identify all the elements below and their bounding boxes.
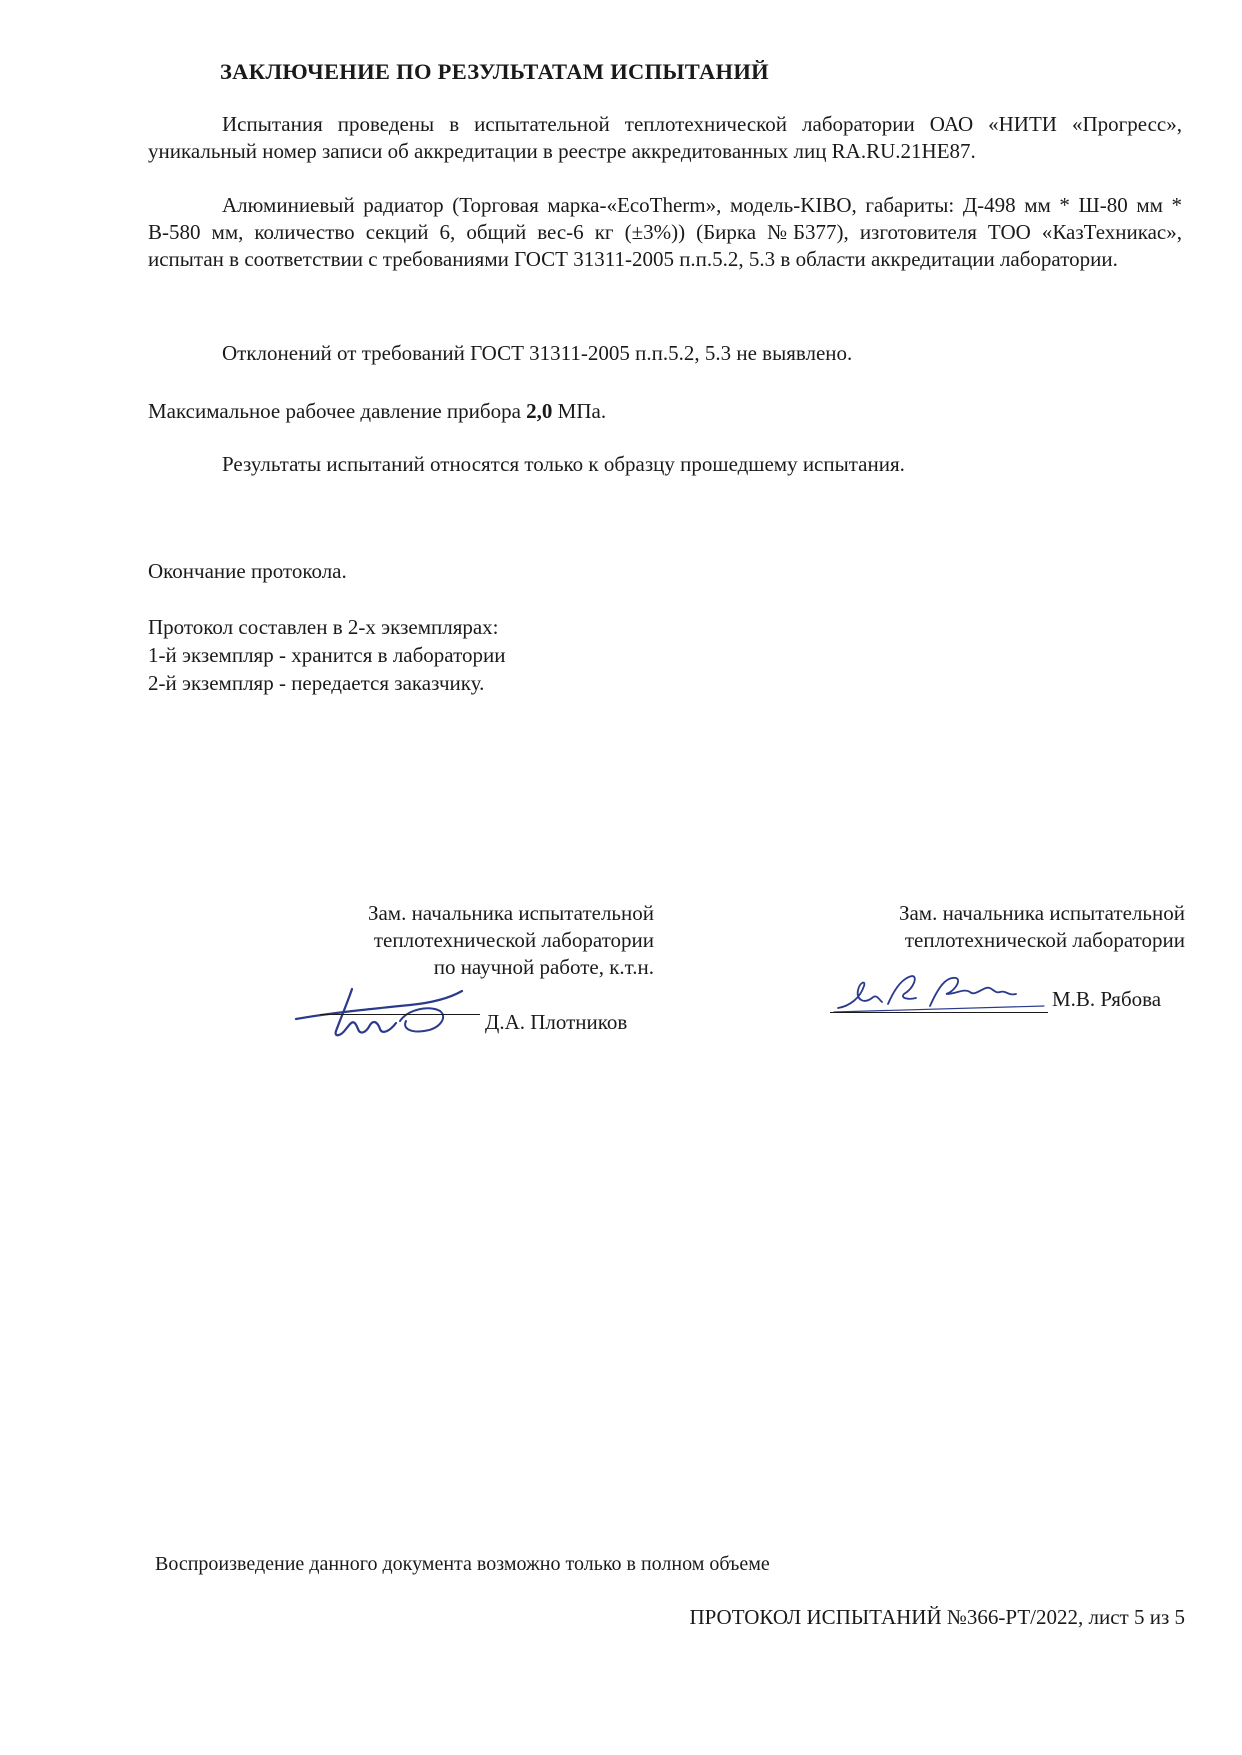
end-of-protocol: Окончание протокола. <box>148 559 347 583</box>
left-signature-underline <box>320 1014 480 1015</box>
reproduction-note: Воспроизведение данного документа возможно только в полном объеме <box>155 1553 770 1575</box>
protocol-footer: ПРОТОКОЛ ИСПЫТАНИЙ №366-РТ/2022, лист 5 из 5 <box>689 1605 1185 1629</box>
copy-2: 2-й экземпляр - передается заказчику. <box>148 671 485 695</box>
left-signature-title: Зам. начальника испытательной теплотехнической лаборатории по научной работе, к.т.н. <box>367 901 654 979</box>
copy-1: 1-й экземпляр - хранится в лаборатории <box>148 643 506 667</box>
results-note: Результаты испытаний относятся только к образцу прошедшему испытания. <box>222 452 905 476</box>
pressure-statement: Максимальное рабочее давление прибора 2,0 МПа. <box>148 399 607 423</box>
radiator-text: Алюминиевый радиатор (Торговая марка-«EcoTherm», модель-KIBO, габариты: Д-498 мм * Ш-80 мм * В-580 мм, количество секций 6, общий вес-6 кг (±3%)) (Бирка №Б377), изготовителя ТОО «КазТехникас», испытан в соответствии с требованиями ГОСТ 31311-2005 п.п.5.2, 5.3 в области аккредитации лаборатории. <box>148 193 1182 271</box>
left-signatory-name: Д.А. Плотников <box>485 1010 628 1034</box>
right-signature-title: Зам. начальника испытательной теплотехнической лаборатории <box>898 901 1185 952</box>
document-title: ЗАКЛЮЧЕНИЕ ПО РЕЗУЛЬТАТАМ ИСПЫТАНИЙ <box>220 59 769 84</box>
right-signature-underline <box>830 1012 1048 1013</box>
copies-header: Протокол составлен в 2-х экземплярах: <box>148 615 499 639</box>
radiator-paragraph <box>148 192 1182 273</box>
right-handwritten-signature <box>830 968 1050 1018</box>
lab-info-paragraph <box>148 111 1182 165</box>
lab-info-text: Испытания проведены в испытательной теплотехнической лаборатории ОАО «НИТИ «Прогресс», уникальный номер записи об аккредитации в реестре аккредитованных лиц RA.RU.21HE87. <box>148 112 1182 163</box>
right-signatory-name: М.В. Рябова <box>1052 987 1162 1011</box>
deviations-statement: Отклонений от требований ГОСТ 31311-2005 п.п.5.2, 5.3 не выявлено. <box>222 341 853 365</box>
left-handwritten-signature <box>290 985 490 1045</box>
pressure-value: 2,0 <box>526 399 553 423</box>
